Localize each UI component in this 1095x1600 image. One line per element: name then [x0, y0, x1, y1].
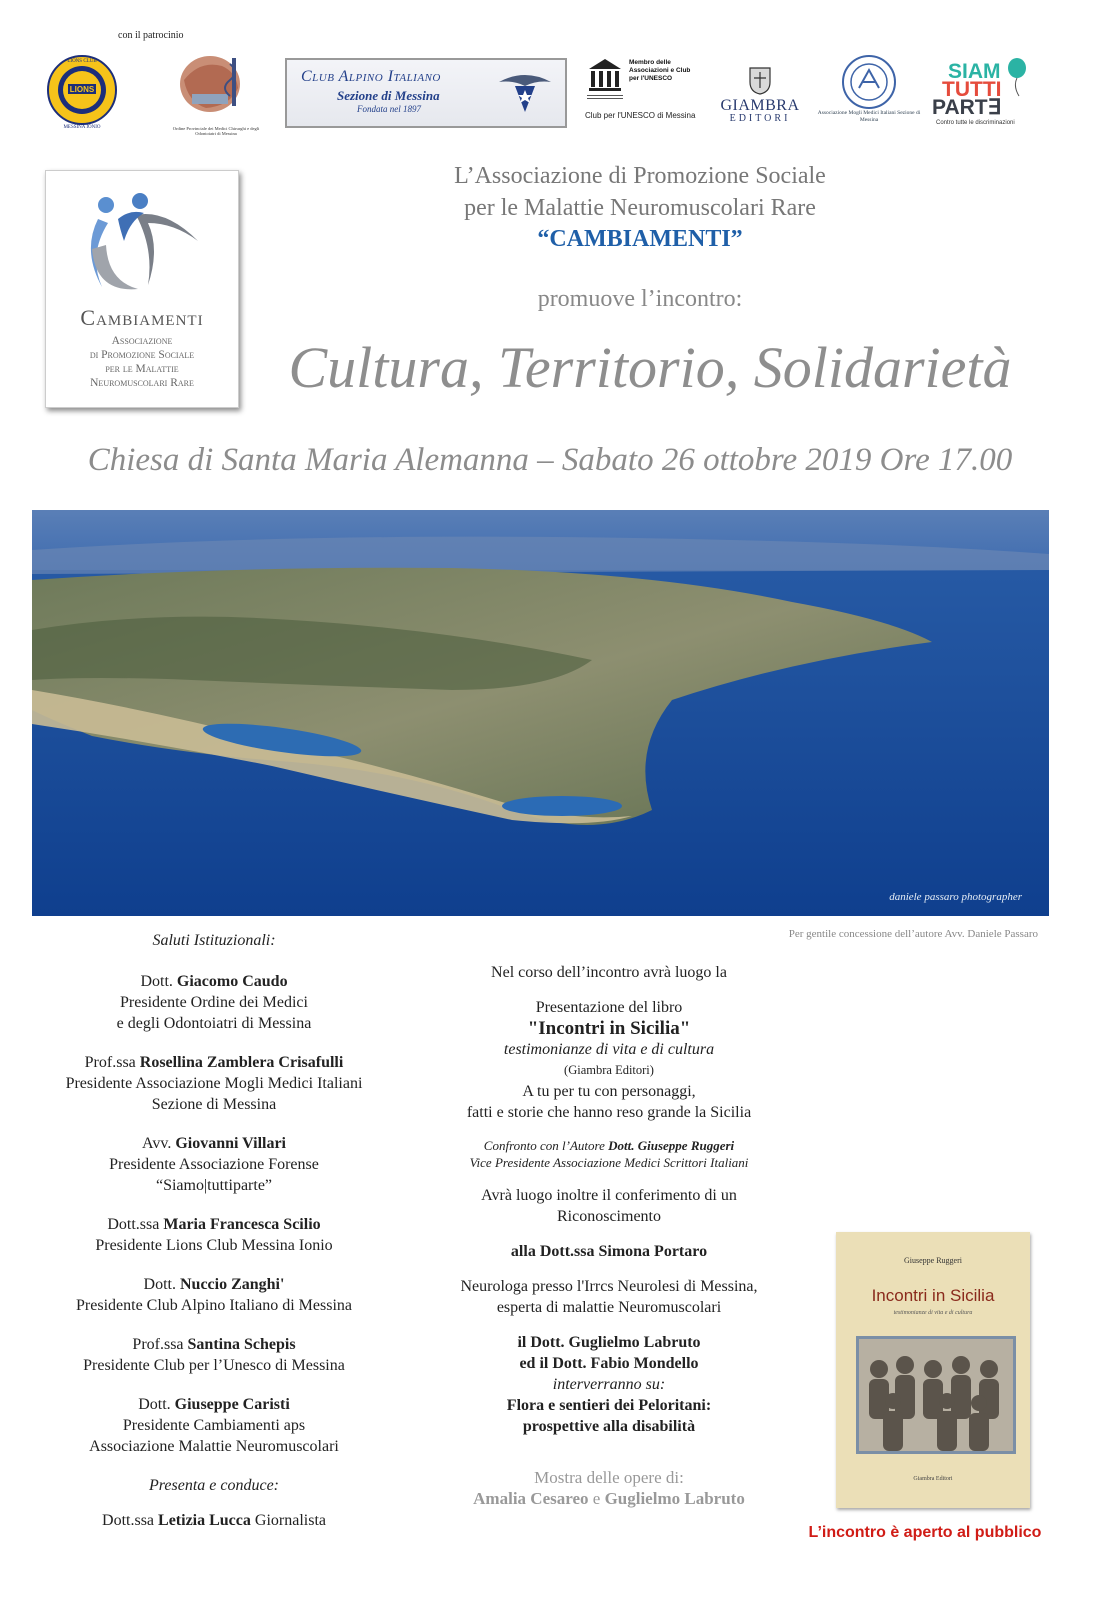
author-role: Vice Presidente Associazione Medici Scrittori Italiani	[469, 1155, 749, 1170]
speaker-entry	[40, 1334, 388, 1376]
lions-center-text: LIONS	[69, 85, 95, 94]
author-confronto	[420, 1137, 798, 1154]
book-cover-publisher: Giambra Editori	[913, 1476, 953, 1482]
ammi-emblem-icon	[841, 54, 897, 110]
patrocinio-label: con il patrocinio	[118, 30, 184, 41]
confronto-prefix: Confronto con l’Autore	[483, 1138, 605, 1153]
event-title: Cultura, Territorio, Solidarietà	[288, 335, 1012, 400]
speaker-role: Presidente Associazione Forense	[109, 1156, 319, 1173]
siamo-line3: PART∃	[932, 96, 1001, 119]
speaker-title: Dott.	[143, 1276, 176, 1293]
cai-title: Club Alpino Italiano	[301, 68, 441, 85]
artist-conjunction: e	[592, 1489, 601, 1508]
speaker-name: Giuseppe Caristi	[174, 1396, 290, 1413]
speaker-name: Santina Schepis	[187, 1336, 296, 1353]
unesco-temple-icon	[585, 55, 625, 105]
exhibition-artists	[420, 1488, 798, 1509]
book-tagline: A tu per tu con personaggi,	[522, 1083, 696, 1100]
ammi-logo	[815, 54, 923, 128]
photo-credit: Per gentile concessione dell’autore Avv. Daniele Passaro	[788, 928, 1038, 940]
talk-topic: Flora e sentieri dei Peloritani:	[506, 1397, 712, 1414]
giambra-name: GIAMBRA	[720, 97, 800, 114]
speaker-title: Dott.	[140, 973, 173, 990]
award-recipient-role: esperta di malattie Neuromuscolari	[496, 1299, 722, 1316]
speaker-role: Presidente Ordine dei Medici	[120, 994, 308, 1011]
artist-name: Guglielmo Labruto	[604, 1489, 745, 1508]
book-cover	[836, 1232, 1030, 1508]
balloon-icon	[1006, 58, 1028, 98]
speaker-role: Presidente Associazione Mogli Medici Italiani	[65, 1075, 363, 1092]
ordine-medici-logo	[170, 50, 262, 136]
speaker-entry	[40, 971, 388, 1034]
speaker-talk: il Dott. Guglielmo Labruto	[517, 1334, 701, 1351]
author-name: Dott. Giuseppe Ruggeri	[608, 1138, 735, 1153]
cai-eagle-icon	[497, 68, 553, 116]
promotes-label: promuove l’incontro:	[537, 286, 743, 312]
aerial-photo	[32, 510, 1049, 916]
talk-intro: interverranno su:	[552, 1376, 666, 1393]
unesco-club-logo	[585, 55, 700, 127]
speaker-name: Giovanni Villari	[175, 1135, 286, 1152]
siamo-line2: TUTTI	[942, 78, 1002, 101]
photo-watermark: daniele passaro photographer	[889, 891, 1022, 903]
cai-founded: Fondata nel 1897	[357, 104, 421, 114]
association-intro	[330, 160, 950, 224]
siamo-caption: Contro tutte le discriminazioni	[936, 120, 1015, 126]
speaker-talk: ed il Dott. Fabio Mondello	[519, 1355, 699, 1372]
talk-topic: prospettive alla disabilità	[522, 1418, 696, 1435]
book-tagline: fatti e storie che hanno reso grande la Sicilia	[466, 1104, 752, 1121]
cambiamenti-description	[46, 334, 238, 390]
unesco-caption: Club per l'UNESCO di Messina	[585, 111, 696, 120]
program-column	[420, 962, 798, 1509]
siamo-line1: SIAM	[948, 60, 1001, 83]
speaker-title: Prof.ssa	[132, 1336, 184, 1353]
association-line: per le Malattie Neuromuscolari Rare	[464, 195, 816, 221]
artist-name: Amalia Cesareo	[473, 1489, 589, 1508]
program-intro: Nel corso dell’incontro avrà luogo la	[491, 964, 727, 981]
lions-ring-top: LIONS CLUB	[67, 59, 97, 64]
speaker-entry	[40, 1394, 388, 1457]
speaker-title: Avv.	[141, 1135, 172, 1152]
speaker-title: Dott.	[138, 1396, 171, 1413]
open-to-public-notice: L’incontro è aperto al pubblico	[808, 1524, 1042, 1541]
lions-club-logo	[44, 52, 120, 130]
speaker-name: Rosellina Zamblera Crisafulli	[139, 1054, 344, 1071]
siamo-tutti-parte-logo	[932, 58, 1032, 130]
group-portrait-image	[859, 1339, 1013, 1451]
giambra-crest-icon	[746, 64, 774, 96]
host-title: Dott.ssa	[102, 1512, 155, 1529]
book-presentation-label: Presentazione del libro	[535, 999, 683, 1016]
award-recipient: alla Dott.ssa Simona Portaro	[510, 1243, 708, 1260]
saluti-label: Saluti Istituzionali:	[152, 932, 276, 949]
speaker-name: Giacomo Caudo	[176, 973, 288, 990]
cambiamenti-desc-line: di Promozione Sociale	[89, 349, 195, 361]
speakers-column	[40, 930, 388, 1531]
cambiamenti-desc-line: per le Malattie	[105, 363, 179, 375]
host-name: Letizia Lucca	[158, 1512, 251, 1529]
speaker-role: Presidente Lions Club Messina Ionio	[95, 1237, 333, 1254]
speaker-title: Prof.ssa	[84, 1054, 136, 1071]
award-recipient-role: Neurologa presso l'Irrcs Neurolesi di Messina,	[460, 1278, 758, 1295]
speaker-title: Dott.ssa	[107, 1216, 160, 1233]
club-alpino-logo	[285, 58, 567, 128]
ammi-caption: Associazione Mogli Medici Italiani Sezione di Messina	[817, 110, 921, 123]
speaker-entry	[40, 1133, 388, 1196]
association-name: “CAMBIAMENTI”	[537, 226, 743, 252]
book-cover-photo	[856, 1336, 1016, 1454]
book-title: "Incontri in Sicilia"	[527, 1018, 691, 1039]
host-entry	[40, 1510, 388, 1531]
speaker-role: Presidente Club Alpino Italiano di Messina	[76, 1297, 352, 1314]
book-cover-subtitle: testimonianze di vita e di cultura	[893, 1310, 973, 1316]
exhibition-label: Mostra delle opere di:	[534, 1468, 684, 1487]
book-publisher: (Giambra Editori)	[564, 1063, 654, 1077]
lions-ring-bottom: MESSINA IONIO	[63, 125, 101, 130]
speaker-role: e degli Odontoiatri di Messina	[116, 1015, 312, 1032]
giambra-sub: EDITORI	[729, 113, 791, 124]
speaker-role: Sezione di Messina	[151, 1096, 277, 1113]
cai-section: Sezione di Messina	[337, 88, 440, 103]
book-cover-title: Incontri in Sicilia	[871, 1286, 995, 1305]
event-location-date: Chiesa di Santa Maria Alemanna – Sabato 26 ottobre 2019 Ore 17.00	[87, 442, 1013, 478]
association-line: L’Associazione di Promozione Sociale	[454, 163, 826, 189]
aerial-landscape-image	[32, 510, 1049, 916]
cambiamenti-desc-line: Neuromuscolari Rare	[90, 377, 194, 389]
award-line: Avrà luogo inoltre il conferimento di un	[481, 1187, 737, 1204]
speaker-role: Presidente Club per l’Unesco di Messina	[83, 1357, 345, 1374]
speaker-entry	[40, 1052, 388, 1115]
ordine-caption: Ordine Provinciale dei Medici Chirurghi e degli Odontoiatri di Messina	[172, 126, 260, 136]
cambiamenti-logo	[45, 170, 239, 408]
book-subtitle: testimonianze di vita e di cultura	[503, 1041, 715, 1058]
book-cover-author: Giuseppe Ruggeri	[904, 1256, 962, 1265]
award-line: Riconoscimento	[557, 1208, 661, 1225]
cambiamenti-desc-line: Associazione	[111, 335, 173, 347]
cambiamenti-name: Cambiamenti	[80, 305, 204, 330]
speaker-role: Presidente Cambiamenti aps	[122, 1417, 306, 1434]
speaker-role: “Siamo|tuttiparte”	[155, 1177, 273, 1194]
cambiamenti-figures-icon	[78, 189, 208, 301]
speaker-name: Nuccio Zanghi'	[179, 1276, 285, 1293]
speaker-entry	[40, 1214, 388, 1256]
speaker-name: Maria Francesca Scilio	[163, 1216, 321, 1233]
host-role: Giornalista	[254, 1512, 326, 1529]
presenta-label: Presenta e conduce:	[148, 1477, 279, 1494]
speaker-role: Associazione Malattie Neuromuscolari	[89, 1438, 339, 1455]
speaker-entry	[40, 1274, 388, 1316]
giambra-editori-logo	[712, 62, 808, 126]
unesco-member-text: Membro delle Associazioni e Club per l'UNESCO	[629, 59, 691, 82]
